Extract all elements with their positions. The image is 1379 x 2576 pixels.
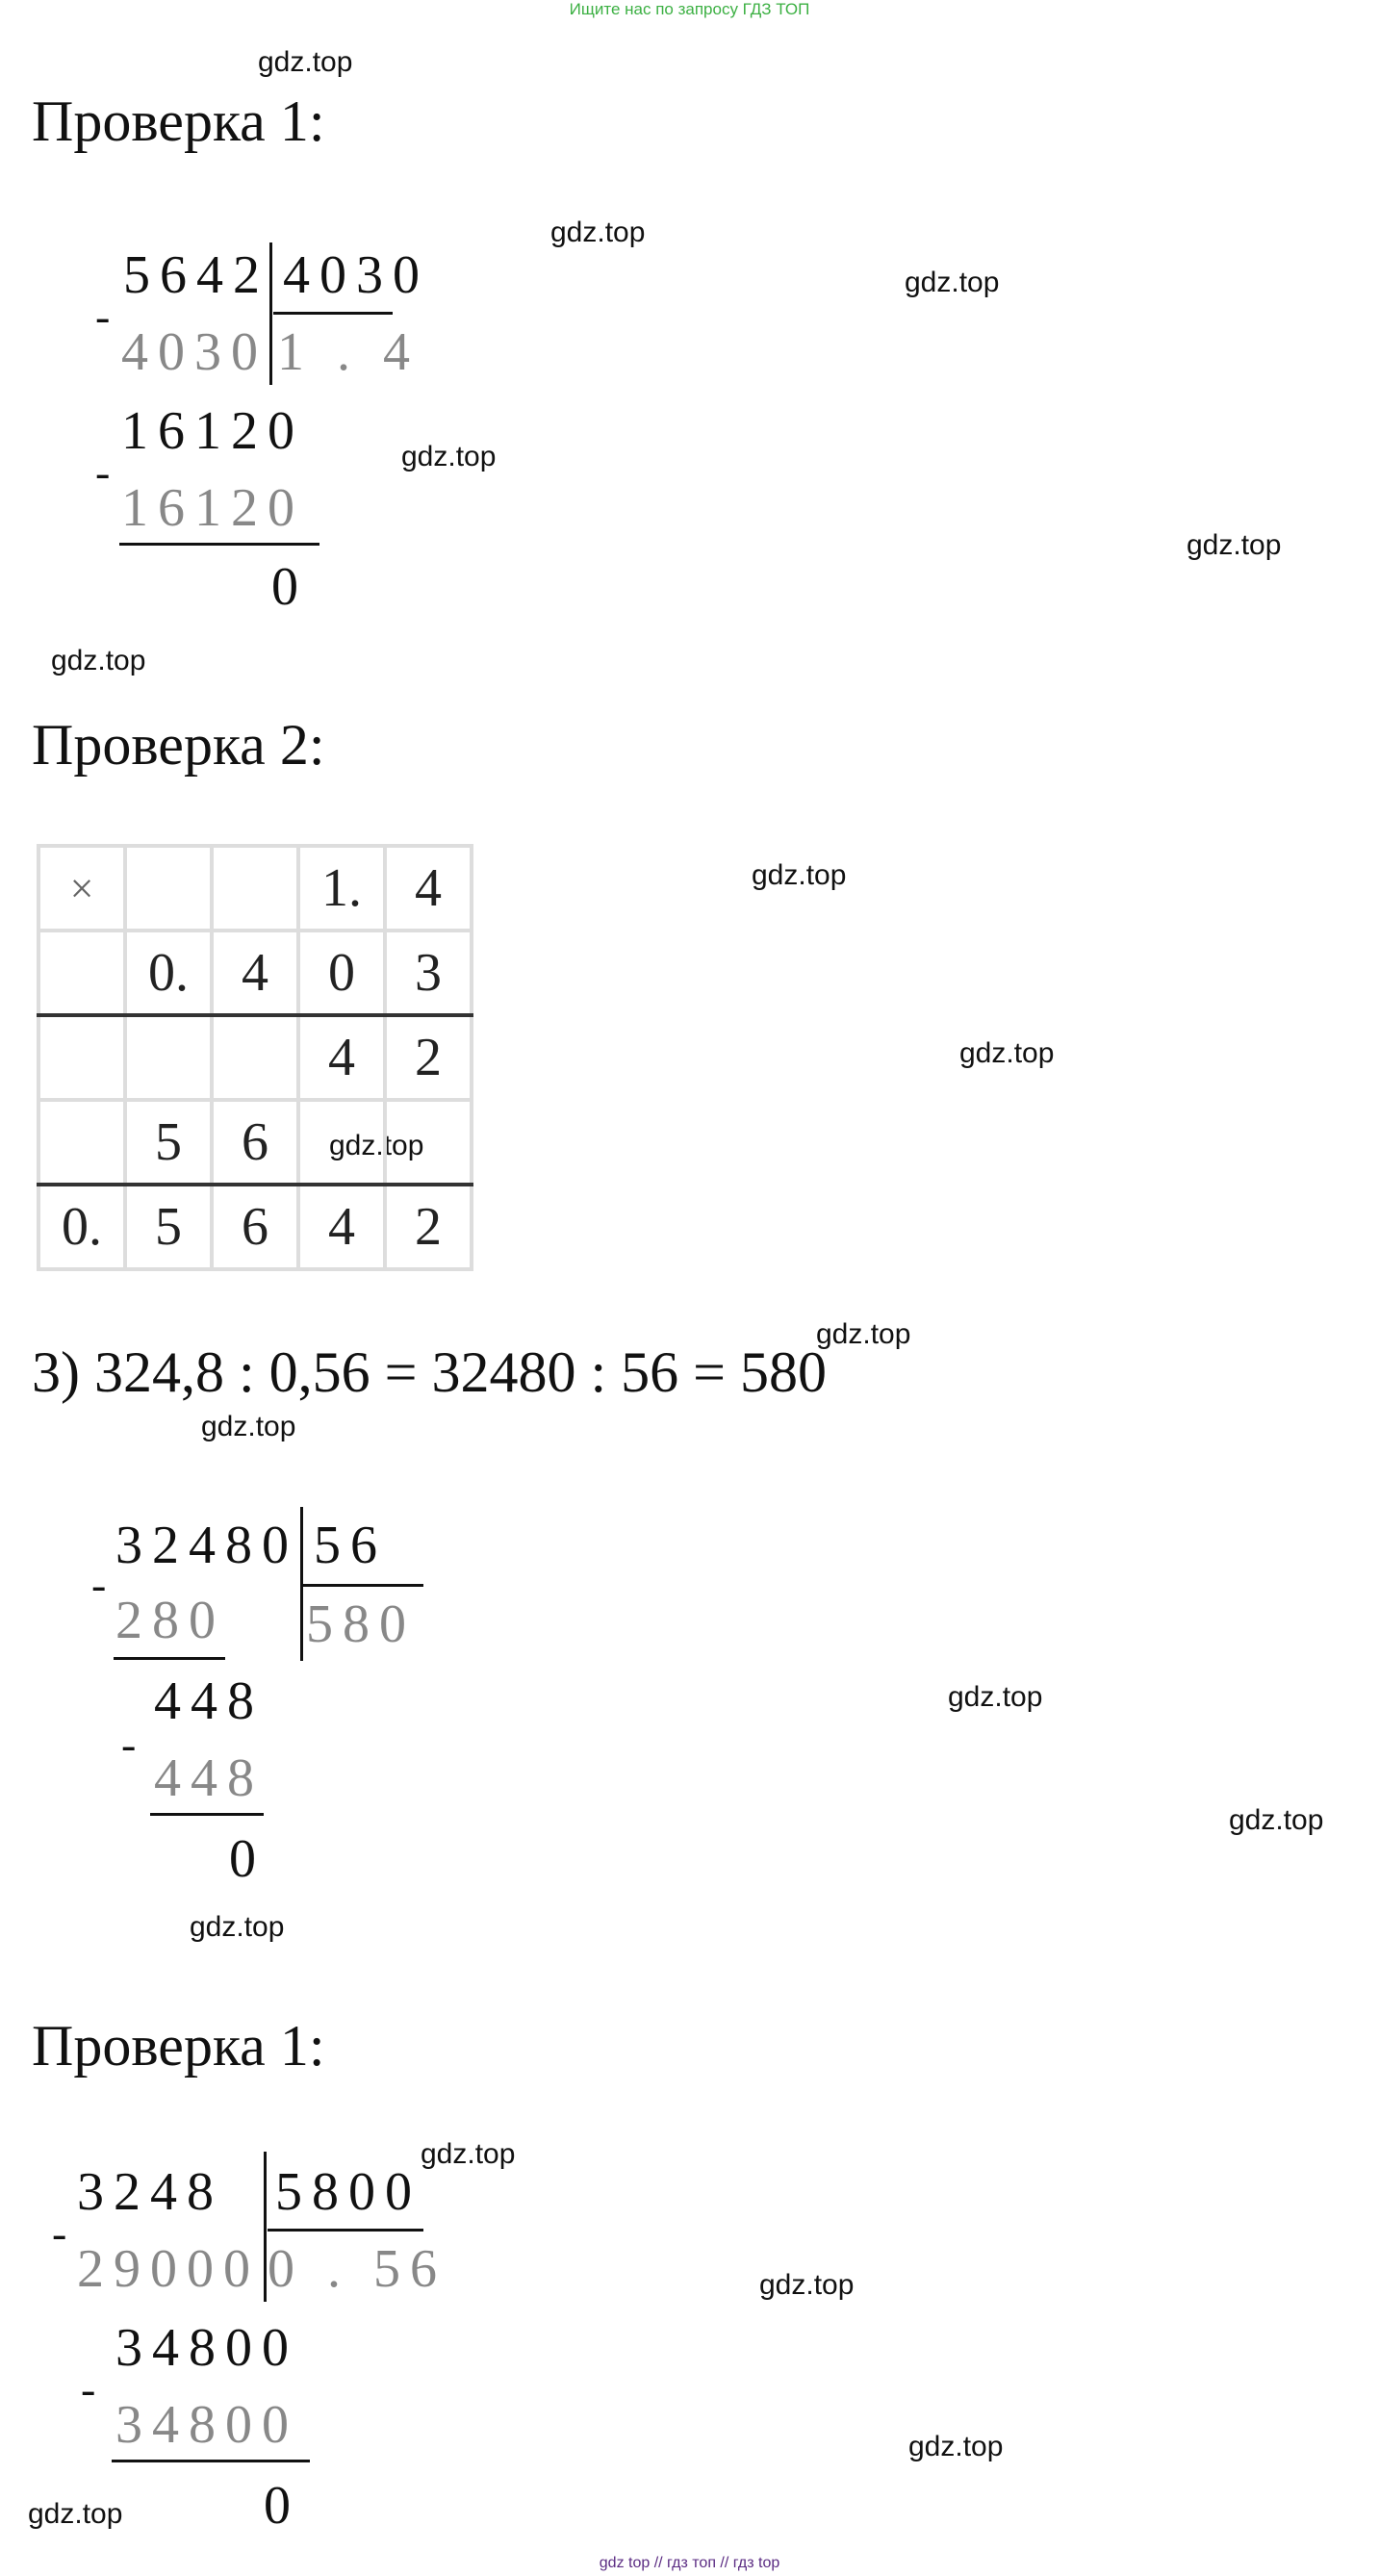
quotient-line [273,312,393,315]
minus-sign: - [91,1560,107,1609]
watermark: gdz.top [329,1130,424,1161]
equation: 3) 324,8 : 0,56 = 32480 : 56 = 580 [32,1340,827,1404]
result: 0 [264,2476,300,2536]
table-cell: 3 [385,931,472,1015]
watermark: gdz.top [816,1318,911,1350]
table-cell [385,1100,472,1185]
divisor: 5800 [275,2162,421,2222]
remainder: 34800 [115,2318,298,2378]
table-cell [298,1100,385,1185]
watermark: gdz.top [959,1037,1055,1069]
table-cell [125,1015,212,1100]
watermark: gdz.top [190,1911,285,1943]
subtrahend: 4030 [121,322,268,382]
divisor: 4030 [283,245,429,305]
multiply-sign: × [38,846,125,931]
subtrahend: 16120 [121,478,304,538]
minus-sign: - [81,2364,96,2413]
watermark: gdz.top [28,2498,123,2530]
table-cell [212,1015,298,1100]
subtrahend: 280 [115,1591,225,1650]
sub-line [114,1657,225,1660]
divisor: 56 [314,1516,387,1575]
watermark: gdz.top [401,441,497,472]
watermark: gdz.top [550,217,646,248]
result-line [150,1813,264,1816]
subtrahend: 448 [154,1748,264,1808]
division-bar [269,242,272,385]
quotient: 1 . 4 [277,322,420,382]
watermark: gdz.top [201,1411,296,1442]
watermark: gdz.top [759,2269,855,2301]
watermark: gdz.top [948,1681,1043,1713]
result: 0 [271,557,308,617]
watermark: gdz.top [421,2138,516,2170]
table-cell: 0 [298,931,385,1015]
quotient-line [268,2229,423,2232]
section-title: Проверка 1: [32,2014,325,2078]
quotient: 0 . 56 [268,2239,447,2299]
table-cell: 2 [385,1185,472,1269]
remainder: 16120 [121,401,304,461]
table-cell [38,931,125,1015]
minus-sign: - [52,2208,67,2257]
table-cell: 6 [212,1100,298,1185]
section-title: Проверка 2: [32,713,325,777]
top-banner[interactable]: Ищите нас по запросу ГДЗ ТОП [569,0,810,18]
table-cell: 4 [212,931,298,1015]
watermark: gdz.top [1229,1804,1324,1836]
minus-sign: - [95,447,111,497]
multiplication-table [37,844,473,1271]
minus-sign: - [121,1720,137,1769]
watermark: gdz.top [752,859,847,891]
table-cell: 5 [125,1100,212,1185]
table-cell [212,846,298,931]
table-cell [38,1015,125,1100]
table-cell: 5 [125,1185,212,1269]
table-cell: 6 [212,1185,298,1269]
table-cell: 0. [125,931,212,1015]
table-cell: 4 [298,1015,385,1100]
quotient-line [302,1584,423,1587]
result: 0 [229,1829,266,1889]
quotient: 580 [306,1594,416,1654]
watermark: gdz.top [258,46,353,78]
minus-sign: - [95,292,111,341]
remainder: 448 [154,1671,264,1731]
table-cell: 0. [38,1185,125,1269]
subtrahend: 29000 [77,2239,260,2299]
division-bar [264,2152,267,2302]
result-line [119,543,319,546]
watermark: gdz.top [51,645,146,676]
watermark: gdz.top [905,267,1000,298]
dividend: 3248 [77,2162,223,2222]
dividend: 32480 [115,1516,298,1575]
dividend: 5642 [123,245,269,305]
table-cell: 4 [298,1185,385,1269]
table-cell [125,846,212,931]
table-cell: 4 [385,846,472,931]
table-cell: 2 [385,1015,472,1100]
table-cell: 1. [298,846,385,931]
footer-links[interactable]: gdz top // гдз топ // гдз top [599,2555,780,2571]
result-line [112,2460,310,2462]
subtrahend: 34800 [115,2395,298,2455]
watermark: gdz.top [1187,529,1282,561]
watermark: gdz.top [908,2431,1004,2462]
section-title: Проверка 1: [32,89,325,153]
table-cell [38,1100,125,1185]
